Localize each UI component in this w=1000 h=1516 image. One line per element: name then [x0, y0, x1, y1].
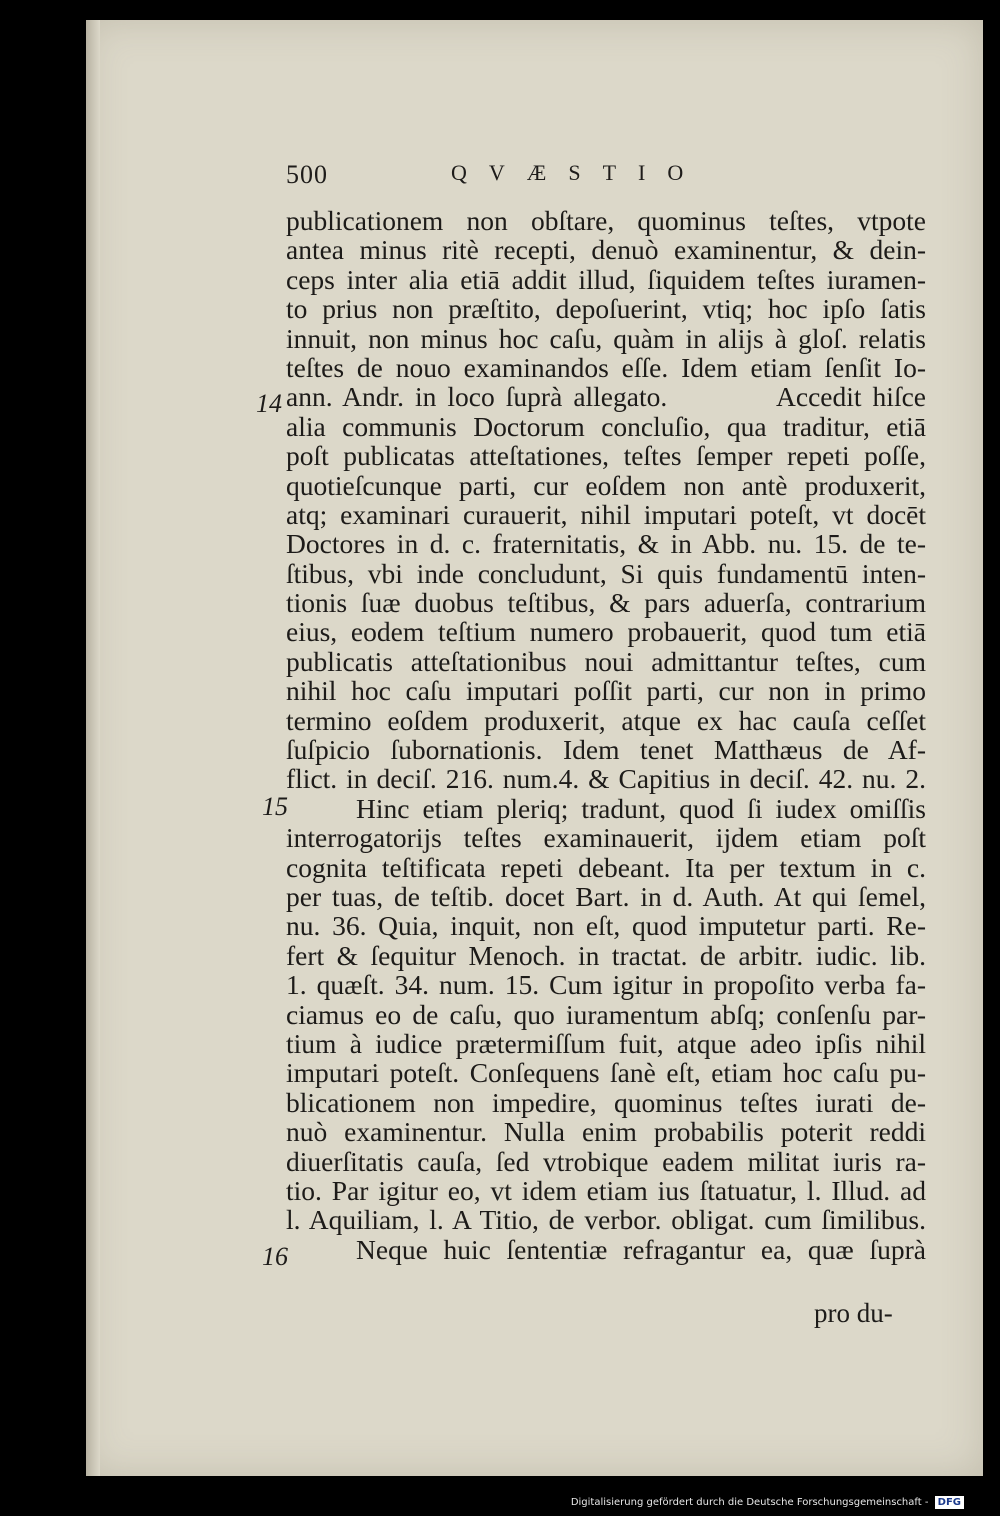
- text-line: cognita teſtificata repeti debeant. Ita per textum in c.: [286, 851, 926, 883]
- text-line: Hinc etiam pleriq; tradunt, quod ſi iudex omiſſis: [356, 792, 926, 824]
- text-line: publicationem non obſtare, quominus teſtes, vtpote: [286, 205, 926, 236]
- margin-number: 14: [256, 389, 282, 418]
- text-line: ann. Andr. in loco ſuprà allegato. Accedit hiſce: [286, 381, 926, 413]
- text-line: poſt publicatas atteſtationes, teſtes ſemper repeti poſſe,: [286, 440, 926, 472]
- text-line: interrogatorijs teſtes examinauerit, ijdem etiam poſt: [286, 822, 926, 854]
- margin-number: 16: [262, 1242, 288, 1271]
- page-number: 500: [286, 160, 328, 189]
- text-line: blicationem non impedire, quominus teſtes iurati de-: [286, 1086, 926, 1118]
- text-line: eius, eodem teſtium numero probauerit, quod tum etiā: [286, 616, 926, 648]
- catchword: pro du-: [814, 1298, 893, 1328]
- footer-credit: [571, 1496, 964, 1509]
- text-line: Doctores in d. c. fraternitatis, & in Abb. nu. 15. de te-: [286, 528, 926, 560]
- text-line: nuò examinentur. Nulla enim probabilis poterit reddi: [286, 1116, 926, 1148]
- text-line: innuit, non minus hoc caſu, quàm in alijs à gloſ. relatis: [286, 322, 926, 354]
- text-line: to prius non præſtito, depoſuerint, vtiq; hoc ipſo ſatis: [286, 293, 926, 325]
- text-line: antea minus ritè recepti, denuò examinentur, & dein-: [286, 234, 926, 266]
- body-text: [286, 206, 926, 1264]
- text-line: tium à iudice prætermiſſum fuit, atque adeo ipſis nihil: [286, 1027, 926, 1059]
- text-line: tionis ſuæ duobus teſtibus, & pars aduerſa, contrarium: [286, 587, 926, 619]
- margin-number: 15: [262, 792, 288, 821]
- text-line: atq; examinari curauerit, nihil imputari poteſt, vt docēt: [286, 498, 926, 530]
- text-line: fert & ſequitur Menoch. in tractat. de arbitr. iudic. lib.: [286, 939, 926, 971]
- text-line: nihil hoc caſu imputari poſſit parti, cur non in primo: [286, 675, 926, 707]
- text-line: l. Aquiliam, l. A Titio, de verbor. obligat. cum ſimilibus.: [286, 1204, 926, 1236]
- text-line: ſtibus, vbi inde concludunt, Si quis fundamentū inten-: [286, 557, 926, 589]
- page-header: [286, 160, 706, 190]
- dfg-logo: DFG: [935, 1496, 964, 1509]
- page-binding-edge: [86, 20, 100, 1476]
- text-line: Neque huic ſententiæ refragantur ea, quæ ſuprà: [356, 1233, 926, 1265]
- text-line: ſuſpicio ſubornationis. Idem tenet Matthæus de Af-: [286, 734, 926, 766]
- text-line: ciamus eo de caſu, quo iuramentum abſq; conſenſu par-: [286, 998, 926, 1030]
- text-line: quotieſcunque parti, cur eoſdem non antè produxerit,: [286, 469, 926, 501]
- text-line: teſtes de nouo examinandos eſſe. Idem etiam ſenſit Io-: [286, 351, 926, 383]
- text-line: termino eoſdem produxerit, atque ex hac cauſa ceſſet: [286, 704, 926, 736]
- text-line: 1. quæſt. 34. num. 15. Cum igitur in propoſito verba fa-: [286, 969, 926, 1001]
- text-line: per tuas, de teſtib. docet Bart. in d. Auth. At qui ſemel,: [286, 880, 926, 912]
- text-line: ceps inter alia etiā addit illud, ſiquidem teſtes iuramen-: [286, 263, 926, 295]
- running-title: QVÆSTIO: [451, 160, 706, 185]
- text-line: alia communis Doctorum concluſio, qua traditur, etiā: [286, 410, 926, 442]
- text-line: nu. 36. Quia, inquit, non eſt, quod imputetur parti. Re-: [286, 910, 926, 942]
- text-line: tio. Par igitur eo, vt idem etiam ius ſtatuatur, l. Illud. ad: [286, 1174, 926, 1206]
- book-page: [86, 20, 983, 1476]
- text-line: diuerſitatis cauſa, ſed vtrobique eadem militat iuris ra-: [286, 1145, 926, 1177]
- text-line: imputari poteſt. Conſequens ſanè eſt, etiam hoc caſu pu-: [286, 1057, 926, 1089]
- text-line: flict. in deciſ. 216. num.4. & Capitius in deciſ. 42. nu. 2.: [286, 763, 926, 795]
- text-line: publicatis atteſtationibus noui admittantur teſtes, cum: [286, 645, 926, 677]
- footer-text: Digitalisierung gefördert durch die Deutsche Forschungsgemeinschaft -: [570, 1497, 929, 1508]
